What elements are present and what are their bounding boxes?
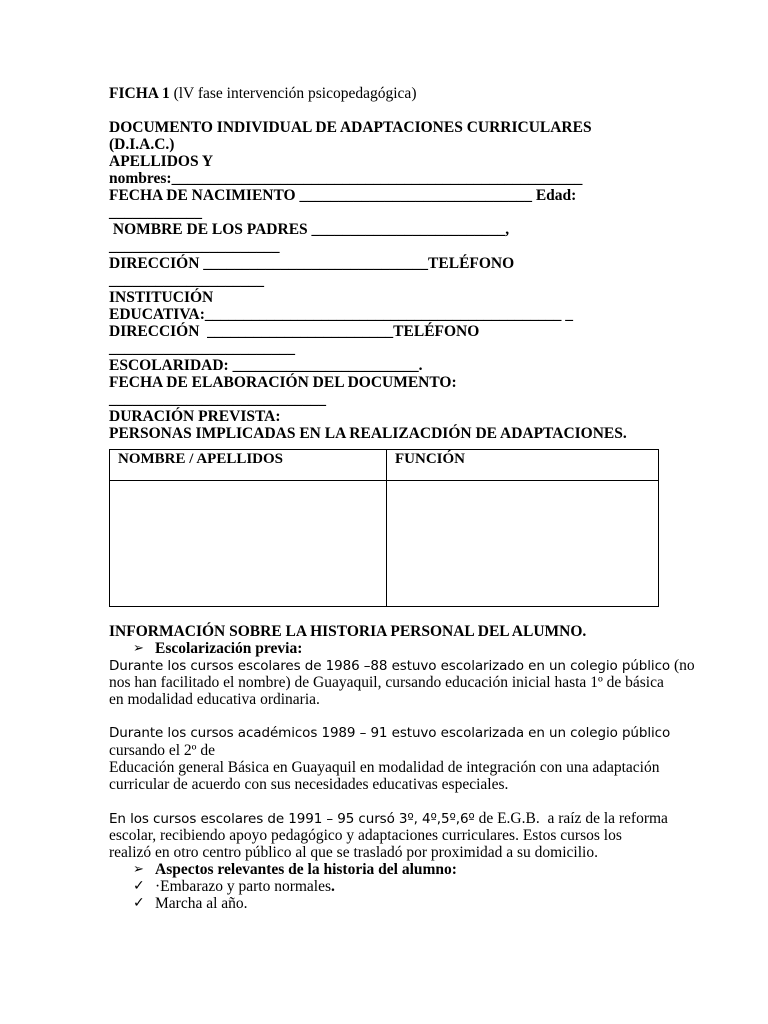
fecha-nacimiento-field: FECHA DE NACIMIENTO ______________________________ Edad: (109, 187, 577, 204)
col-funcion: FUNCIÓN (387, 450, 659, 481)
doc-title-line-2: (D.I.A.C.) (109, 136, 175, 153)
paragraph-3-line-1: En los cursos escolares de 1991 – 95 cursó 3º, 4º,5º,6º de E.G.B. a raíz de la reforma (109, 810, 668, 827)
arrow-bullet-icon: ➢ (133, 641, 144, 656)
arrow-bullet-icon: ➢ (133, 862, 144, 877)
escolaridad-field: ESCOLARIDAD: ________________________. (109, 357, 423, 374)
institucion-label: INSTITUCIÓN (109, 289, 214, 306)
doc-title-line-1: DOCUMENTO INDIVIDUAL DE ADAPTACIONES CURRICULARES (109, 119, 592, 136)
table-row (110, 481, 659, 607)
apellidos-label: APELLIDOS Y (109, 153, 214, 170)
document-content (109, 85, 695, 912)
paragraph-3-line-2: escolar, recibiendo apoyo pedagógico y adaptaciones curriculares. Estos cursos los (109, 827, 622, 844)
list-item (109, 861, 669, 878)
direccion-field-2: DIRECCIÓN ________________________TELÉFONO (109, 323, 480, 340)
ficha-subtitle: (lV fase intervención psicopedagógica) (169, 85, 417, 102)
aspectos-label: Aspectos relevantes de la historia del alumno: (155, 861, 457, 878)
paragraph-2-line-1: Durante los cursos académicos 1989 – 91 estuvo escolarizada en un colegio público (109, 725, 671, 741)
edad-field-line: ____________ (109, 204, 202, 221)
historia-title: INFORMACIÓN SOBRE LA HISTORIA PERSONAL DEL ALUMNO. (109, 623, 587, 640)
list-item (109, 640, 669, 657)
paragraph-1-line-1: Durante los cursos escolares de 1986 –88 estuvo escolarizado en un colegio público (no (109, 657, 695, 674)
fecha-elaboracion-line: ____________________________ (109, 391, 326, 408)
col-nombre-apellidos: NOMBRE / APELLIDOS (110, 450, 387, 481)
cell-nombre (110, 481, 387, 607)
list-item (109, 895, 669, 912)
nombres-field: nombres:_____________________________________________________ (109, 170, 583, 187)
paragraph-3-line-3: realizó en otro centro público al que se trasladó por proximidad a su domicilio. (109, 844, 598, 861)
paragraph-1-line-2: nos han facilitado el nombre) de Guayaquil, cursando educación inicial hasta 1º de básica (109, 674, 664, 691)
telefono-field-line-2: ________________________ (109, 340, 295, 357)
check-item-2: Marcha al año. (155, 895, 248, 912)
fecha-elaboracion-label: FECHA DE ELABORACIÓN DEL DOCUMENTO: (109, 374, 457, 391)
duracion-prevista-label: DURACIÓN PREVISTA: (109, 408, 281, 425)
cell-funcion (387, 481, 659, 607)
paragraph-1-line-3: en modalidad educativa ordinaria. (109, 691, 320, 708)
padres-field-line: ______________________ (109, 238, 280, 255)
table-header-row (110, 450, 659, 481)
personas-implicadas-label: PERSONAS IMPLICADAS EN LA REALIZACDIÓN DE ADAPTACIONES. (109, 425, 627, 442)
check-bullet-icon: ✓ (133, 895, 145, 911)
telefono-field-line-1: ____________________ (109, 272, 264, 289)
list-item (109, 878, 669, 895)
check-bullet-icon: ✓ (133, 878, 145, 894)
ficha-label: FICHA 1 (109, 85, 170, 102)
ficha-heading (109, 85, 669, 102)
direccion-field-1: DIRECCIÓN _____________________________TELÉFONO (109, 255, 515, 272)
paragraph-2-line-3: Educación general Básica en Guayaquil en modalidad de integración con una adaptación (109, 759, 660, 776)
paragraph-2-line-4: curricular de acuerdo con sus necesidades educativas especiales. (109, 776, 509, 793)
check-item-1: ·Embarazo y parto normales. (155, 878, 335, 895)
educativa-field: EDUCATIVA:______________________________________________ _ (109, 306, 574, 323)
paragraph-2-line-2: cursando el 2º de (109, 742, 215, 759)
nombre-padres-field: NOMBRE DE LOS PADRES _________________________, (109, 221, 510, 238)
escolarizacion-label: Escolarización previa: (155, 640, 303, 657)
personas-table (109, 449, 659, 607)
